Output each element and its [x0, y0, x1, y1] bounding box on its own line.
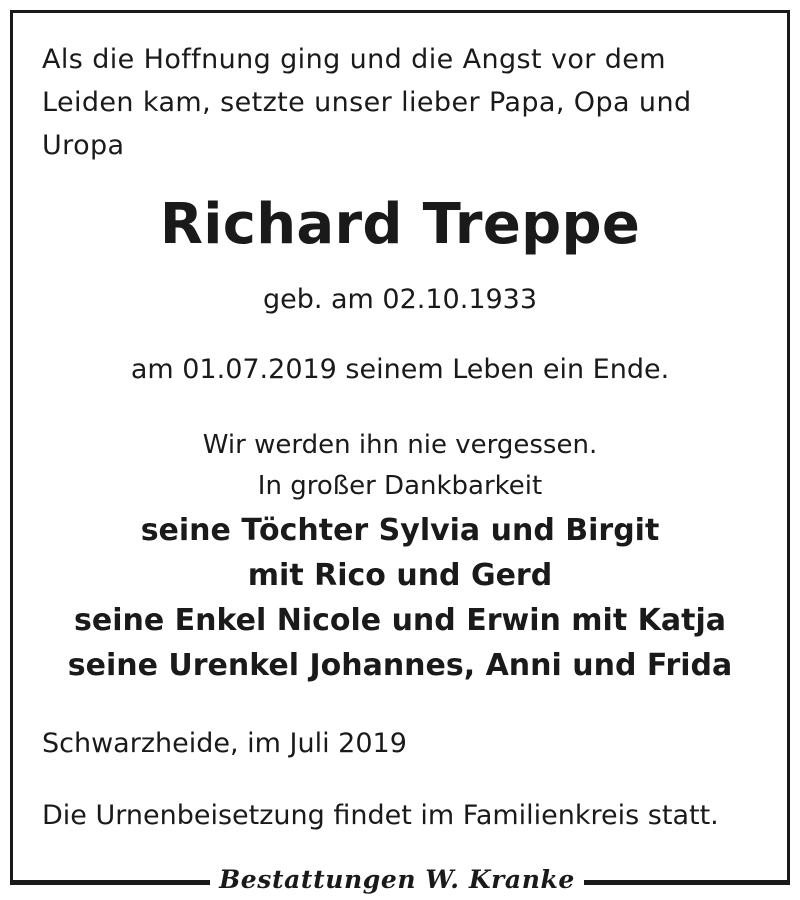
birth-date: geb. am 02.10.1933: [262, 284, 538, 315]
intro-line: Leiden kam, setzte unser lieber Papa, Opa und: [42, 87, 692, 118]
memory-line: In großer Dankbarkeit: [257, 471, 543, 501]
mourners-list: [12, 508, 788, 688]
mourner-line: mit Rico und Gerd: [247, 558, 553, 593]
intro-line: Uropa: [42, 130, 125, 161]
memory-line: Wir werden ihn nie vergessen.: [202, 430, 598, 460]
footer-rule-right: [584, 880, 790, 885]
mourner-line: seine Urenkel Johannes, Anni und Frida: [67, 648, 733, 683]
funeral-home-name: Bestattungen W. Kranke: [210, 863, 584, 897]
burial-note: Die Urnenbeisetzung findet im Familienkreis statt.: [42, 800, 719, 831]
place-date: Schwarzheide, im Juli 2019: [42, 728, 407, 759]
deceased-name: Richard Treppe: [159, 192, 641, 257]
memory-text: [12, 425, 788, 507]
mourner-line: seine Enkel Nicole und Erwin mit Katja: [74, 603, 726, 638]
intro-line: Als die Hoffnung ging und die Angst vor dem: [42, 44, 666, 75]
mourner-line: seine Töchter Sylvia und Birgit: [140, 513, 660, 548]
death-date: am 01.07.2019 seinem Leben ein Ende.: [130, 354, 670, 385]
intro-text: [42, 38, 760, 167]
footer-rule-left: [10, 880, 210, 885]
